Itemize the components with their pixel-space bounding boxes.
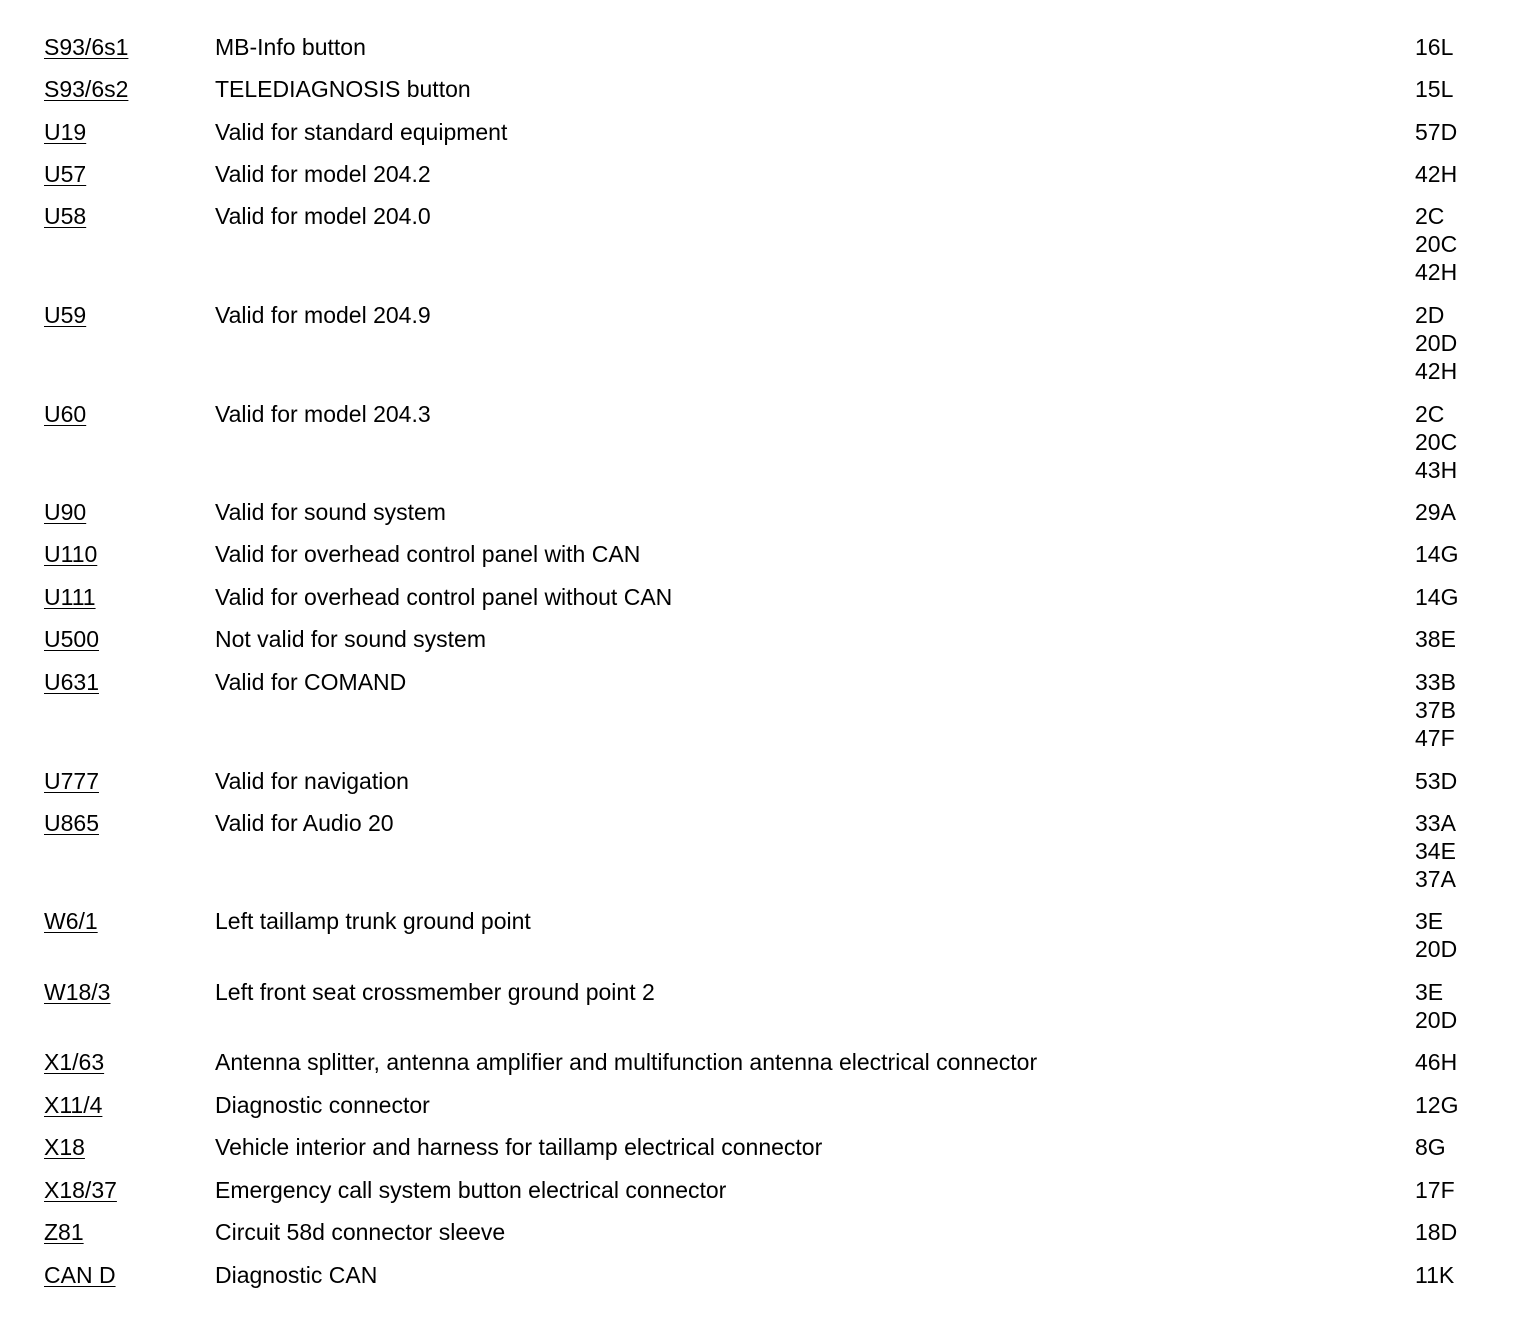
grid-reference-list: [1415, 160, 1457, 188]
grid-reference-list: [1415, 1048, 1457, 1076]
component-description: Valid for navigation: [215, 768, 409, 794]
grid-reference-list: [1415, 1261, 1454, 1289]
grid-reference-list: [1415, 583, 1458, 611]
component-code-link[interactable]: W18/3: [44, 979, 111, 1005]
grid-reference-list: [1415, 625, 1456, 653]
component-description: Valid for Audio 20: [215, 810, 394, 836]
grid-reference: 33A: [1415, 810, 1456, 836]
grid-reference-list: [1415, 75, 1453, 103]
component-description: Valid for COMAND: [215, 669, 407, 695]
grid-reference: 43H: [1415, 457, 1458, 483]
grid-reference-list: [1415, 498, 1456, 526]
component-code-link[interactable]: X1/63: [44, 1049, 105, 1075]
grid-reference: 46H: [1415, 1049, 1458, 1075]
grid-reference: 14G: [1415, 584, 1459, 610]
grid-reference-list: [1415, 118, 1457, 146]
grid-reference: 38E: [1415, 626, 1456, 652]
grid-reference: 42H: [1415, 161, 1458, 187]
component-description: Valid for model 204.9: [215, 302, 431, 328]
grid-reference: 57D: [1415, 119, 1458, 145]
component-description: Valid for model 204.3: [215, 401, 431, 427]
grid-reference-list: [1415, 540, 1458, 568]
component-description: Diagnostic CAN: [215, 1262, 378, 1288]
component-code-link[interactable]: U865: [44, 810, 99, 836]
grid-reference: 20D: [1415, 330, 1458, 356]
grid-reference: 42H: [1415, 358, 1458, 384]
grid-reference: 17F: [1415, 1177, 1455, 1203]
grid-reference: 53D: [1415, 768, 1458, 794]
component-code-link[interactable]: U111: [44, 584, 96, 610]
grid-reference-list: [1415, 1091, 1458, 1119]
grid-reference-list: [1415, 400, 1457, 484]
component-code-link[interactable]: U57: [44, 161, 87, 187]
grid-reference: 47F: [1415, 725, 1455, 751]
component-description: Valid for overhead control panel with CAN: [215, 541, 641, 567]
grid-reference-list: [1415, 668, 1456, 752]
component-code-link[interactable]: S93/6s2: [44, 76, 129, 102]
component-description: Left front seat crossmember ground point 2: [215, 979, 655, 1005]
component-code-link[interactable]: U60: [44, 401, 87, 427]
grid-reference: 37B: [1415, 697, 1456, 723]
component-description: Vehicle interior and harness for taillamp electrical connector: [215, 1134, 823, 1160]
component-description: TELEDIAGNOSIS button: [215, 76, 471, 102]
component-description: Valid for overhead control panel without CAN: [215, 584, 673, 610]
grid-reference: 29A: [1415, 499, 1456, 525]
grid-reference: 33B: [1415, 669, 1456, 695]
component-description: Valid for model 204.0: [215, 203, 431, 229]
grid-reference-list: [1415, 301, 1457, 385]
grid-reference: 15L: [1415, 76, 1454, 102]
component-description: Valid for model 204.2: [215, 161, 431, 187]
grid-reference: 14G: [1415, 541, 1459, 567]
component-description: Circuit 58d connector sleeve: [215, 1219, 506, 1245]
grid-reference: 11K: [1415, 1262, 1455, 1288]
component-code-link[interactable]: X18: [44, 1134, 85, 1160]
grid-reference: 42H: [1415, 259, 1458, 285]
component-code-link[interactable]: U19: [44, 119, 87, 145]
grid-reference-list: [1415, 33, 1453, 61]
grid-reference: 20C: [1415, 429, 1458, 455]
grid-reference: 37A: [1415, 866, 1456, 892]
grid-reference: 8G: [1415, 1134, 1446, 1160]
component-code-link[interactable]: W6/1: [44, 908, 98, 934]
grid-reference: 3E: [1415, 979, 1444, 1005]
grid-reference-list: [1415, 907, 1457, 963]
grid-reference-list: [1415, 1133, 1446, 1161]
component-code-link[interactable]: S93/6s1: [44, 34, 129, 60]
grid-reference-list: [1415, 1176, 1455, 1204]
grid-reference-list: [1415, 809, 1456, 893]
component-description: Left taillamp trunk ground point: [215, 908, 531, 934]
grid-reference: 3E: [1415, 908, 1444, 934]
component-description: Valid for standard equipment: [215, 119, 508, 145]
component-description: Valid for sound system: [215, 499, 446, 525]
component-code-link[interactable]: X11/4: [44, 1092, 103, 1118]
component-code-link[interactable]: U59: [44, 302, 87, 328]
grid-reference: 20C: [1415, 231, 1458, 257]
component-code-link[interactable]: U500: [44, 626, 99, 652]
grid-reference: 20D: [1415, 1007, 1458, 1033]
component-description: MB-Info button: [215, 34, 366, 60]
component-code-link[interactable]: X18/37: [44, 1177, 117, 1203]
grid-reference: 20D: [1415, 936, 1458, 962]
component-code-link[interactable]: U777: [44, 768, 99, 794]
grid-reference: 2C: [1415, 401, 1445, 427]
grid-reference: 34E: [1415, 838, 1456, 864]
component-code-link[interactable]: U631: [44, 669, 99, 695]
component-description: Diagnostic connector: [215, 1092, 430, 1118]
component-code-link[interactable]: U110: [44, 541, 98, 567]
grid-reference: 16L: [1415, 34, 1454, 60]
component-code-link[interactable]: U90: [44, 499, 87, 525]
component-description: Antenna splitter, antenna amplifier and multifunction antenna electrical connector: [215, 1049, 1038, 1075]
component-description: Not valid for sound system: [215, 626, 487, 652]
grid-reference-list: [1415, 202, 1457, 286]
grid-reference: 18D: [1415, 1219, 1458, 1245]
grid-reference: 12G: [1415, 1092, 1459, 1118]
component-code-link[interactable]: U58: [44, 203, 87, 229]
grid-reference: 2D: [1415, 302, 1445, 328]
component-description: Emergency call system button electrical connector: [215, 1177, 727, 1203]
component-code-link[interactable]: CAN D: [44, 1262, 116, 1288]
component-code-link[interactable]: Z81: [44, 1219, 84, 1245]
grid-reference-list: [1415, 978, 1457, 1034]
grid-reference-list: [1415, 1218, 1457, 1246]
grid-reference: 2C: [1415, 203, 1445, 229]
grid-reference-list: [1415, 767, 1457, 795]
